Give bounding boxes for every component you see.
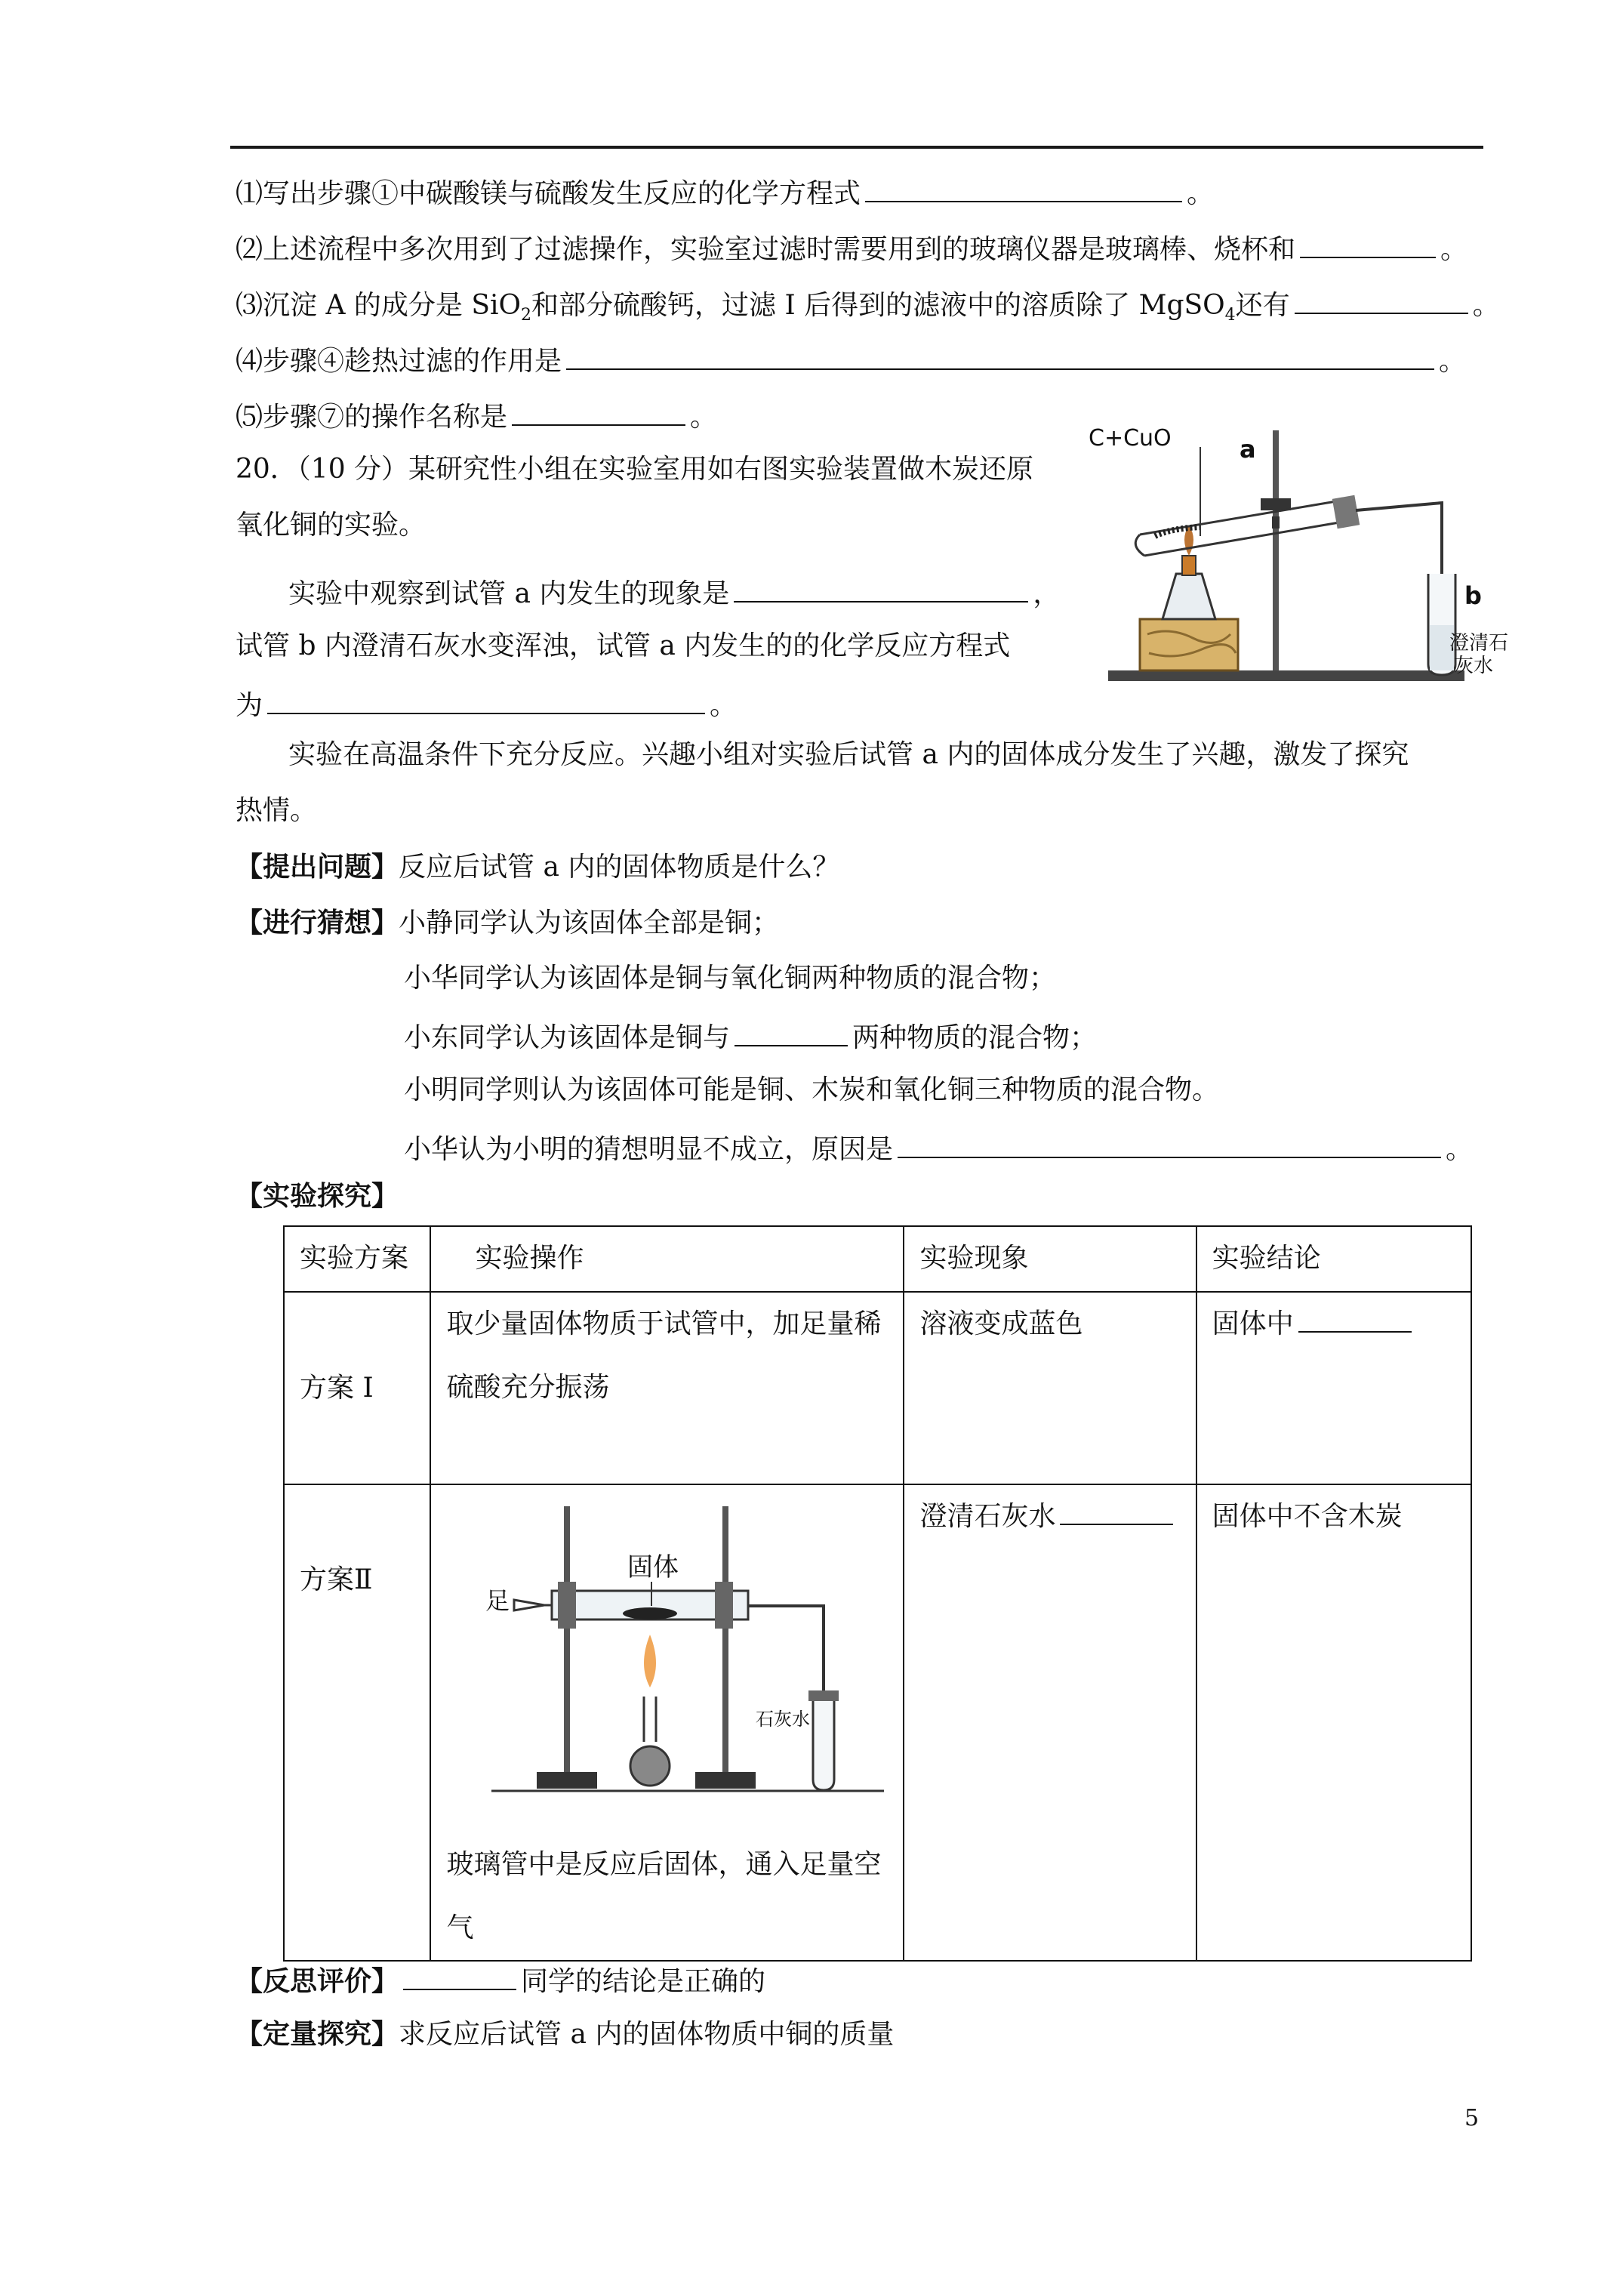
flame-icon [644,1635,656,1687]
answer-blank[interactable] [403,1960,516,1990]
q20-para-3-line-1: 实验在高温条件下充分反应。兴趣小组对实验后试管 a 内的固体成分发生了兴趣，激发了探究 [288,739,1409,770]
q19-line-2: ⑵上述流程中多次用到了过滤操作，实验室过滤时需要用到的玻璃仪器是玻璃棒、烧杯和 。 [236,228,1467,268]
experiment-label: 【实验探究】 [236,1180,399,1212]
hypothesis-line-5: 小华认为小明的猜想明显不成立，原因是 。 [404,1128,1473,1168]
answer-blank[interactable] [734,572,1028,603]
operation-1: 取少量固体物质于试管中，加足量稀硫酸充分振荡 [430,1292,904,1484]
stand-base [1108,670,1464,681]
q20-equation-line: 试管 b 内澄清石灰水变浑浊，试管 a 内发生的的化学反应方程式 [236,630,1011,661]
stand-pole [1273,430,1279,670]
question-line: 【提出问题】反应后试管 a 内的固体物质是什么？ [236,851,840,883]
label-limewater: 石灰水 [756,1709,811,1730]
answer-blank[interactable] [898,1128,1441,1158]
header-conclusion: 实验结论 [1196,1226,1471,1292]
header-rule [230,146,1483,149]
hypothesis-line-3: 小东同学认为该固体是铜与 两种物质的混合物； [404,1016,1097,1056]
answer-blank[interactable] [1060,1498,1173,1525]
conclusion-1: 固体中 [1196,1292,1471,1484]
test-tube-b [1428,574,1455,675]
solid-sample [623,1607,677,1620]
label-a: a [1240,435,1256,464]
clamp [1261,498,1291,510]
answer-blank[interactable] [1295,284,1468,314]
q20-phenomenon-line: 实验中观察到试管 a 内发生的现象是 ， [288,572,1060,612]
label-limewater-1: 澄清石 [1449,632,1509,655]
label-b: b [1464,581,1482,610]
apparatus-figure-2 [446,1493,884,1810]
label-inlet: 足 [485,1586,510,1615]
label-reactants: C+CuO [1089,425,1172,451]
stand-pole-left [564,1506,570,1772]
q19-line-3: ⑶沉淀 A 的成分是 SiO$_2$和部分硫酸钙，过滤 I 后得到的滤液中的溶质除了 MgSO$_4$还有 。 [236,284,1500,334]
header-plan: 实验方案 [284,1226,430,1292]
hypothesis-line-2: 小华同学认为该固体是铜与氧化铜两种物质的混合物； [404,963,1057,994]
plan-1: 方案 I [284,1292,430,1484]
header-observation: 实验现象 [904,1226,1196,1292]
table-header-row [284,1226,1471,1292]
q20-intro-line-2: 氧化铜的实验。 [236,510,427,541]
q20-equation-answer-line: 为 。 [236,684,737,724]
q20-intro-line-1: 20．（10 分）某研究性小组在实验室用如右图实验装置做木炭还原 [236,454,1034,485]
operation-2-text: 玻璃管中是反应后固体，通入足量空气 [446,1849,882,1943]
answer-blank[interactable] [865,172,1182,202]
label-solid: 固体 [627,1552,679,1583]
observation-2: 澄清石灰水 [904,1484,1196,1961]
inlet-arrow-icon [514,1600,544,1610]
apparatus-figure-1 [1087,423,1509,695]
reflection-line: 【反思评价】 同学的结论是正确的 [236,1960,765,2000]
answer-blank[interactable] [267,684,705,714]
test-tube [813,1697,834,1790]
answer-blank[interactable] [512,396,685,426]
q19-line-4: ⑷步骤④趁热过滤的作用是 。 [236,340,1466,380]
answer-blank[interactable] [1298,1305,1412,1333]
page-number: 5 [1464,2105,1480,2131]
table-row [284,1484,1471,1961]
plan-2: 方案Ⅱ [284,1484,430,1961]
label-limewater-2: 灰水 [1454,655,1494,677]
test-tube-a [1135,501,1339,556]
q20-para-3-line-2: 热情。 [236,795,318,826]
answer-blank[interactable] [1300,228,1436,258]
operation-2 [430,1484,904,1961]
answer-blank[interactable] [566,340,1434,370]
burner [630,1746,670,1786]
stand-pole-right [722,1506,728,1772]
q19-line-1: ⑴写出步骤①中碳酸镁与硫酸发生反应的化学方程式 。 [236,172,1214,212]
answer-blank[interactable] [735,1016,848,1046]
alcohol-lamp [1163,574,1215,619]
conclusion-2: 固体中不含木炭 [1196,1484,1471,1961]
hypothesis-line-4: 小明同学则认为该固体可能是铜、木炭和氧化铜三种物质的混合物。 [404,1074,1220,1105]
table-row [284,1292,1471,1484]
q19-line-5: ⑸步骤⑦的操作名称是 。 [236,396,717,436]
observation-1: 溶液变成蓝色 [904,1292,1196,1484]
hypothesis-line-1: 【进行猜想】小静同学认为该固体全部是铜； [236,907,780,938]
experiment-table [283,1225,1472,1962]
header-operation: 实验操作 [430,1226,904,1292]
quantitative-line: 【定量探究】求反应后试管 a 内的固体物质中铜的质量 [236,2018,895,2050]
